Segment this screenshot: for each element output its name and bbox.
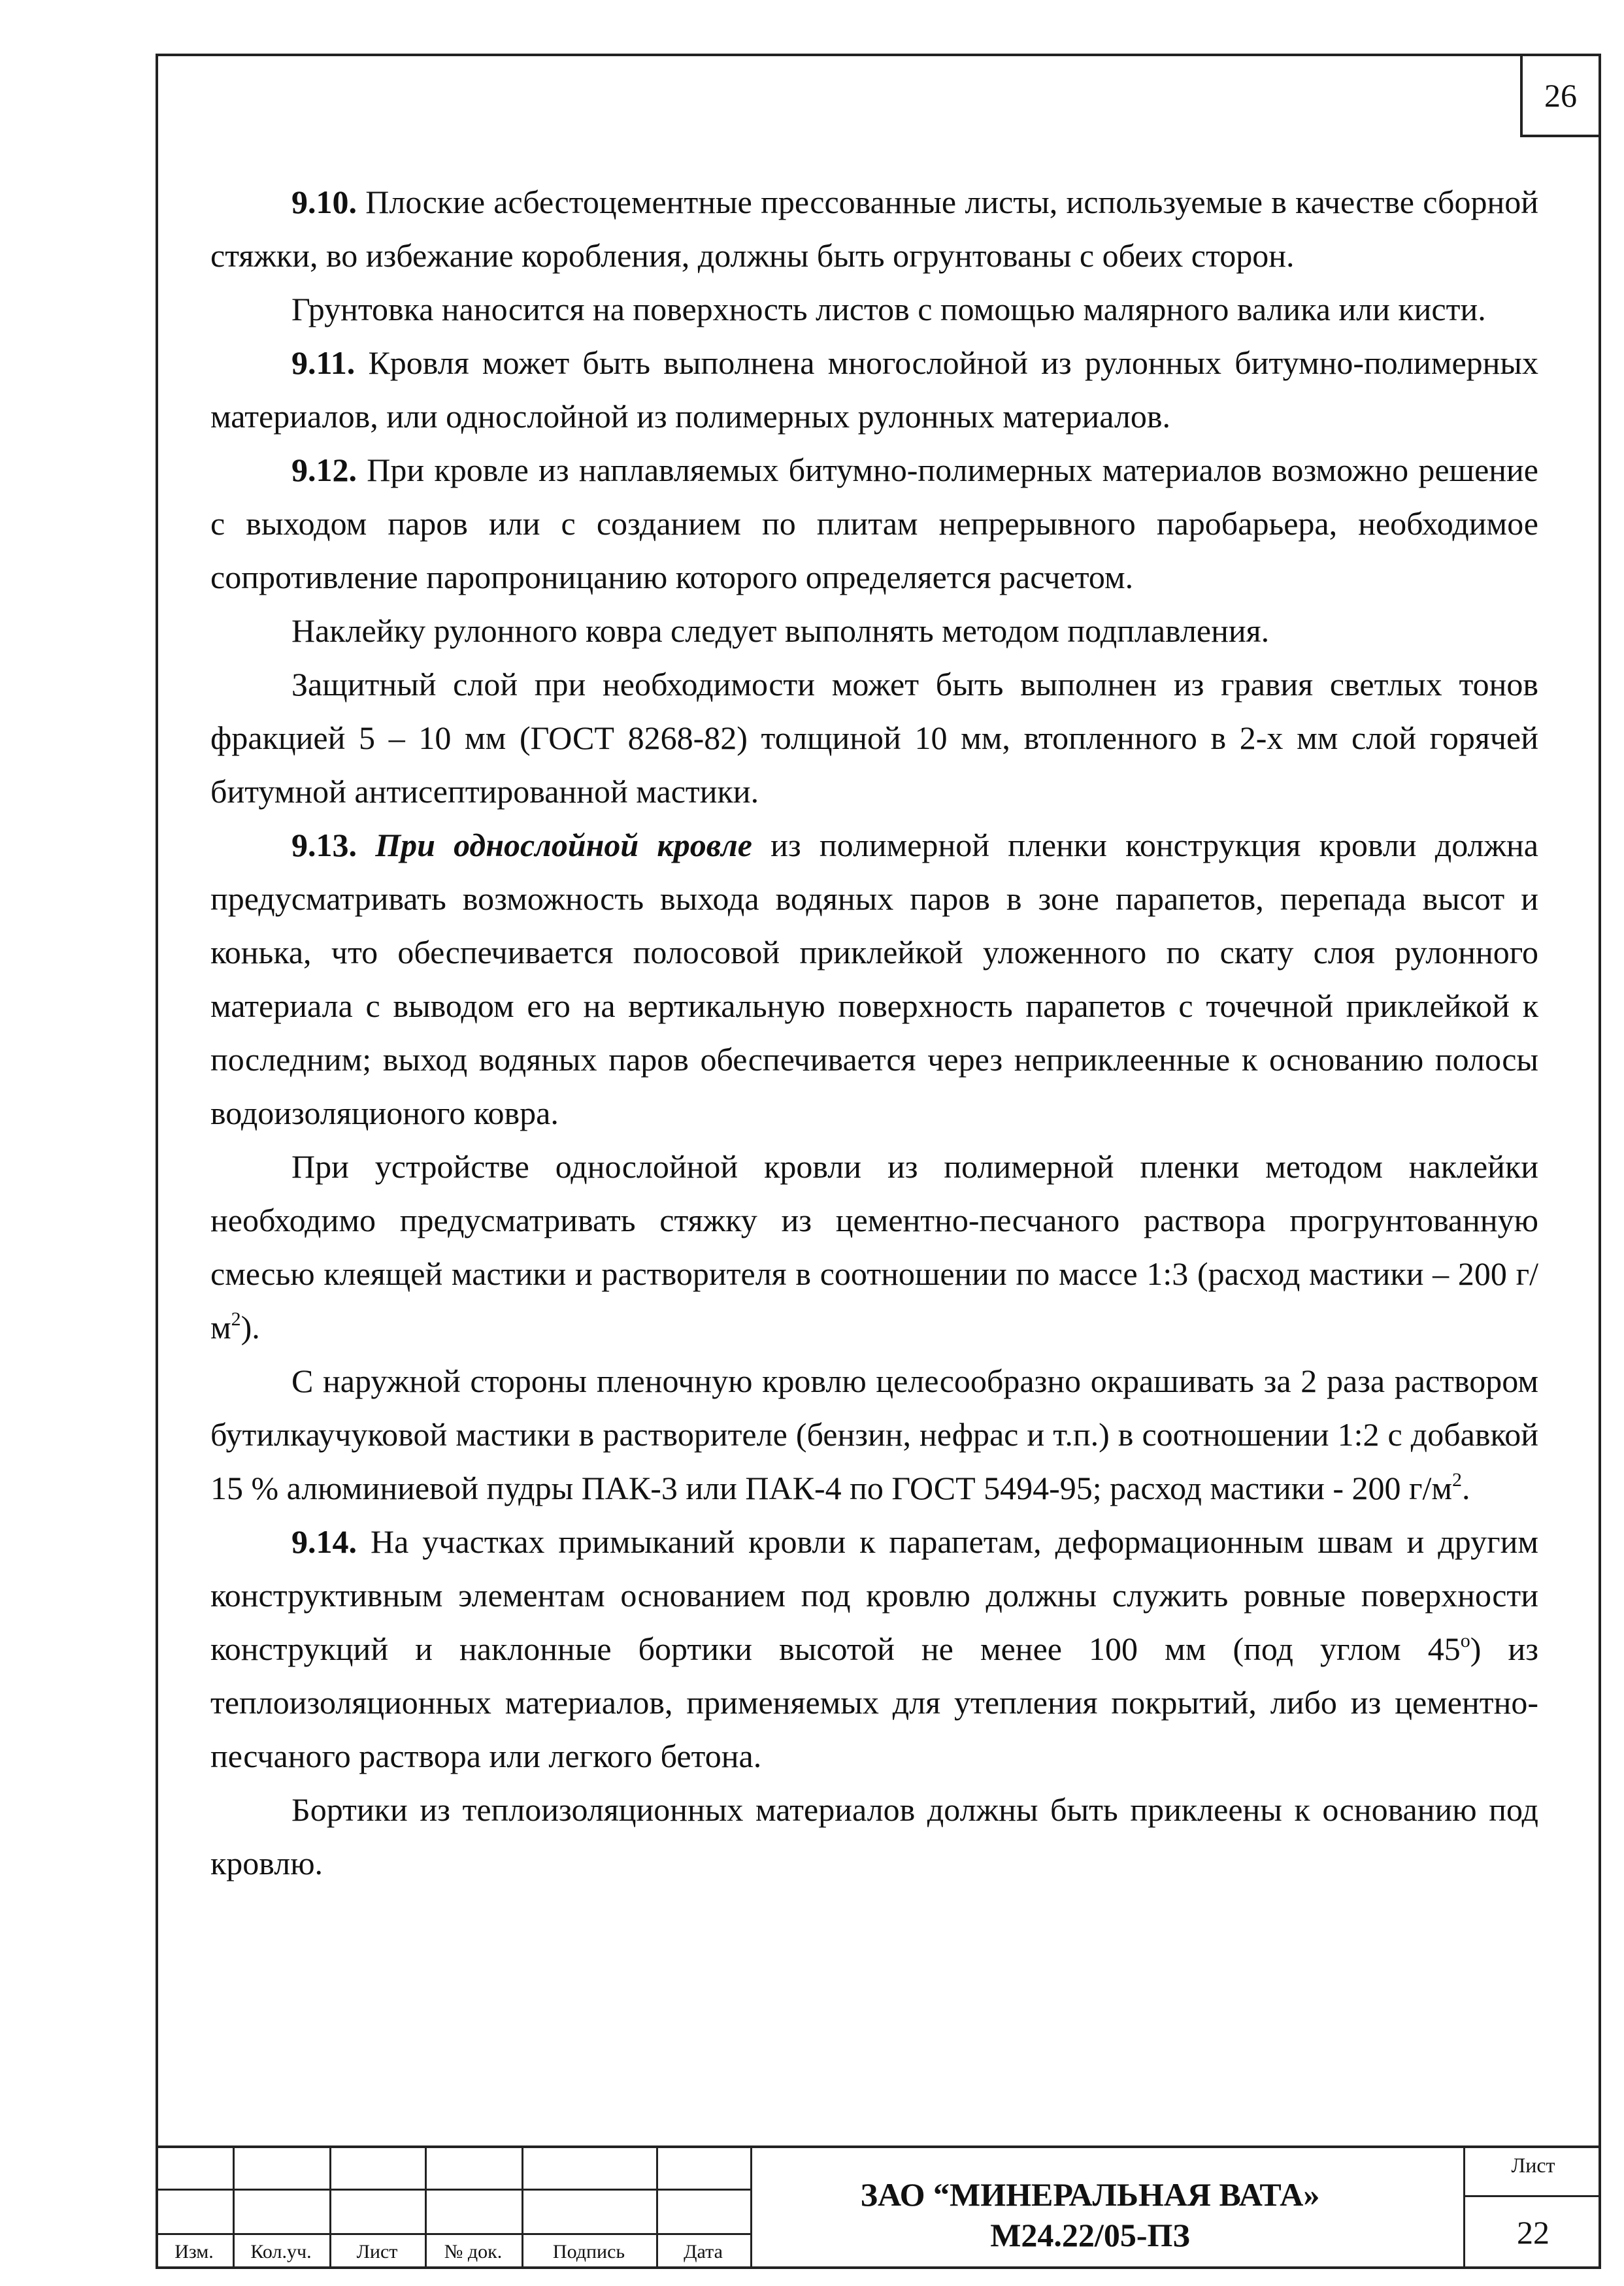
clause-number: 9.11. xyxy=(291,344,356,381)
paragraph: Наклейку рулонного ковра следует выполнять методом подплавления. xyxy=(291,612,1270,649)
paragraph: 9.12. При кровле из наплавляемых битумно-полимерных материалов возможно решение с выходом паров или с созданием по плитам непрерывного паробарьера, необходимое сопротивление паропроницанию которого определяется расчетом. xyxy=(210,452,1538,595)
page-number-top: 26 xyxy=(1520,54,1601,137)
clause-number: 9.14. xyxy=(291,1523,357,1560)
clause-number: 9.13. xyxy=(291,827,357,863)
company-name: ЗАО “МИНЕРАЛЬНАЯ ВАТА» xyxy=(860,2176,1320,2213)
document-code: М24.22/05-ПЗ xyxy=(990,2217,1190,2253)
col-list: Лист xyxy=(356,2241,398,2262)
superscript: о xyxy=(1460,1630,1470,1651)
emphasis: При однослойной кровле xyxy=(357,827,752,863)
col-kol-uch: Кол.уч. xyxy=(250,2241,312,2262)
paragraph: 9.11. Кровля может быть выполнена многослойной из рулонных битумно-полимерных материалов, или однослойной из полимерных рулонных материалов. xyxy=(210,344,1538,435)
clause-number: 9.10. xyxy=(291,184,357,220)
superscript: 2 xyxy=(231,1308,241,1330)
superscript: 2 xyxy=(1452,1469,1463,1491)
title-block xyxy=(156,2145,1601,2269)
paragraph: 9.10. Плоские асбестоцементные прессованные листы, используемые в качестве сборной стяжки, во избежание коробления, должны быть огрунтованы с обеих сторон. xyxy=(210,184,1538,274)
document-body xyxy=(210,175,1538,1890)
col-signature: Подпись xyxy=(552,2241,625,2262)
paragraph: Защитный слой при необходимости может быть выполнен из гравия светлых тонов фракцией 5 – 10 мм (ГОСТ 8268-82) толщиной 10 мм, втопленного в 2-х мм слой горячей битумной антисептированной мастики. xyxy=(210,666,1538,810)
col-date: Дата xyxy=(684,2241,723,2262)
paragraph: 9.13. При однослойной кровле из полимерной пленки конструкция кровли должна предусматривать возможность выхода водяных паров в зоне парапетов, перепада высот и конька, что обеспечивается полосовой приклейкой уложенного по скату слоя рулонного материала с выводом его на вертикальную поверхность парапетов с точечной приклейкой к последним; выход водяных паров обеспечивается через неприклеенные к основанию полосы водоизоляционого ковра. xyxy=(210,827,1538,1131)
paragraph: При устройстве однослойной кровли из полимерной пленки методом наклейки необходимо предусматривать стяжку из цементно-песчаного раствора прогрунтованную смесью клеящей мастики и растворителя в соотношении по массе 1:3 (расход мастики – 200 $г/м^2$). xyxy=(210,1148,1538,1346)
sheet-number: 22 xyxy=(1517,2214,1549,2251)
sheet-label: Лист xyxy=(1511,2153,1555,2177)
paragraph: Грунтовка наносится на поверхность листов с помощью малярного валика или кисти. xyxy=(291,291,1486,327)
paragraph: 9.14. На участках примыканий кровли к парапетам, деформационным швам и другим конструктивным элементам основанием под кровлю должны служить ровные поверхности конструкций и наклонные бортики высотой не менее 100 мм (под углом $45^о$) из теплоизоляционных материалов, применяемых для утепления покрытий, либо из цементно-песчаного раствора или легкого бетона. xyxy=(210,1523,1538,1774)
col-doc-num: № док. xyxy=(444,2241,503,2262)
clause-number: 9.12. xyxy=(291,452,357,488)
paragraph: С наружной стороны пленочную кровлю целесообразно окрашивать за 2 раза раствором бутилкаучуковой мастики в растворителе (бензин, нефрас и т.п.) в соотношении 1:2 с добавкой 15 % алюминиевой пудры ПАК-3 или ПАК-4 по ГОСТ 5494-95; расход мастики - 200 $г/м^2$. xyxy=(210,1363,1538,1506)
paragraph: Бортики из теплоизоляционных материалов должны быть приклеены к основанию под кровлю. xyxy=(210,1791,1538,1881)
company-block xyxy=(750,2174,1430,2255)
col-izm: Изм. xyxy=(174,2241,214,2262)
